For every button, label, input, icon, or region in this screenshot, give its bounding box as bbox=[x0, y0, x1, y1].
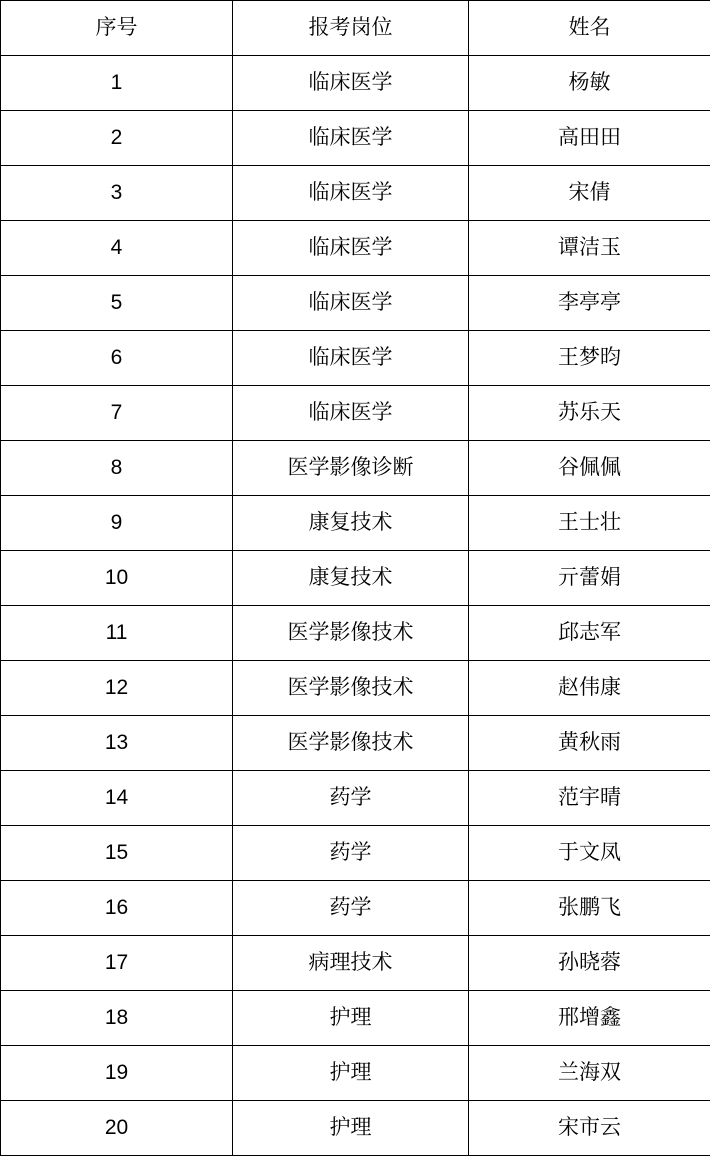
cell-index: 4 bbox=[1, 221, 233, 276]
cell-index: 1 bbox=[1, 56, 233, 111]
cell-name: 高田田 bbox=[469, 111, 710, 166]
table-row bbox=[1, 606, 710, 661]
cell-name: 王梦昀 bbox=[469, 331, 710, 386]
cell-index: 15 bbox=[1, 826, 233, 881]
column-header-index: 序号 bbox=[1, 1, 233, 56]
cell-name: 孙晓蓉 bbox=[469, 936, 710, 991]
cell-index: 14 bbox=[1, 771, 233, 826]
cell-index: 7 bbox=[1, 386, 233, 441]
table-header-row bbox=[1, 1, 710, 56]
cell-post: 临床医学 bbox=[233, 56, 469, 111]
table-row bbox=[1, 936, 710, 991]
cell-name: 赵伟康 bbox=[469, 661, 710, 716]
table-row bbox=[1, 771, 710, 826]
table-row bbox=[1, 716, 710, 771]
table-row bbox=[1, 166, 710, 221]
cell-index: 20 bbox=[1, 1101, 233, 1156]
cell-name: 范宇晴 bbox=[469, 771, 710, 826]
cell-name: 宋倩 bbox=[469, 166, 710, 221]
cell-post: 医学影像技术 bbox=[233, 716, 469, 771]
cell-name: 宋市云 bbox=[469, 1101, 710, 1156]
cell-name: 杨敏 bbox=[469, 56, 710, 111]
table-row bbox=[1, 1046, 710, 1101]
cell-name: 邱志军 bbox=[469, 606, 710, 661]
cell-index: 18 bbox=[1, 991, 233, 1046]
table-row bbox=[1, 551, 710, 606]
cell-post: 医学影像技术 bbox=[233, 661, 469, 716]
cell-post: 临床医学 bbox=[233, 386, 469, 441]
cell-index: 6 bbox=[1, 331, 233, 386]
table-row bbox=[1, 111, 710, 166]
cell-post: 康复技术 bbox=[233, 496, 469, 551]
table-row bbox=[1, 441, 710, 496]
cell-index: 10 bbox=[1, 551, 233, 606]
cell-name: 黄秋雨 bbox=[469, 716, 710, 771]
cell-post: 康复技术 bbox=[233, 551, 469, 606]
cell-index: 8 bbox=[1, 441, 233, 496]
table-row bbox=[1, 826, 710, 881]
cell-post: 护理 bbox=[233, 991, 469, 1046]
table-row bbox=[1, 1101, 710, 1156]
table-row bbox=[1, 331, 710, 386]
cell-name: 亓蕾娟 bbox=[469, 551, 710, 606]
column-header-post: 报考岗位 bbox=[233, 1, 469, 56]
cell-name: 于文凤 bbox=[469, 826, 710, 881]
cell-name: 邢增鑫 bbox=[469, 991, 710, 1046]
cell-post: 护理 bbox=[233, 1046, 469, 1101]
cell-post: 医学影像技术 bbox=[233, 606, 469, 661]
table-row bbox=[1, 991, 710, 1046]
cell-name: 李亭亭 bbox=[469, 276, 710, 331]
table-row bbox=[1, 276, 710, 331]
cell-index: 12 bbox=[1, 661, 233, 716]
cell-name: 兰海双 bbox=[469, 1046, 710, 1101]
table-row bbox=[1, 661, 710, 716]
cell-name: 谷佩佩 bbox=[469, 441, 710, 496]
cell-name: 苏乐天 bbox=[469, 386, 710, 441]
cell-index: 3 bbox=[1, 166, 233, 221]
table-header bbox=[1, 1, 710, 56]
cell-post: 药学 bbox=[233, 826, 469, 881]
cell-index: 17 bbox=[1, 936, 233, 991]
table-row bbox=[1, 221, 710, 276]
cell-post: 临床医学 bbox=[233, 221, 469, 276]
cell-post: 临床医学 bbox=[233, 276, 469, 331]
cell-post: 药学 bbox=[233, 881, 469, 936]
column-header-name: 姓名 bbox=[469, 1, 710, 56]
cell-post: 药学 bbox=[233, 771, 469, 826]
cell-name: 谭洁玉 bbox=[469, 221, 710, 276]
cell-name: 张鹏飞 bbox=[469, 881, 710, 936]
cell-post: 护理 bbox=[233, 1101, 469, 1156]
table-row bbox=[1, 386, 710, 441]
cell-post: 临床医学 bbox=[233, 111, 469, 166]
cell-index: 2 bbox=[1, 111, 233, 166]
table-row bbox=[1, 496, 710, 551]
cell-post: 临床医学 bbox=[233, 166, 469, 221]
table-body bbox=[1, 56, 710, 1156]
cell-post: 医学影像诊断 bbox=[233, 441, 469, 496]
cell-index: 16 bbox=[1, 881, 233, 936]
table-row bbox=[1, 881, 710, 936]
cell-index: 5 bbox=[1, 276, 233, 331]
cell-index: 13 bbox=[1, 716, 233, 771]
cell-index: 11 bbox=[1, 606, 233, 661]
cell-post: 病理技术 bbox=[233, 936, 469, 991]
cell-index: 9 bbox=[1, 496, 233, 551]
cell-post: 临床医学 bbox=[233, 331, 469, 386]
table-row bbox=[1, 56, 710, 111]
cell-index: 19 bbox=[1, 1046, 233, 1101]
cell-name: 王士壮 bbox=[469, 496, 710, 551]
